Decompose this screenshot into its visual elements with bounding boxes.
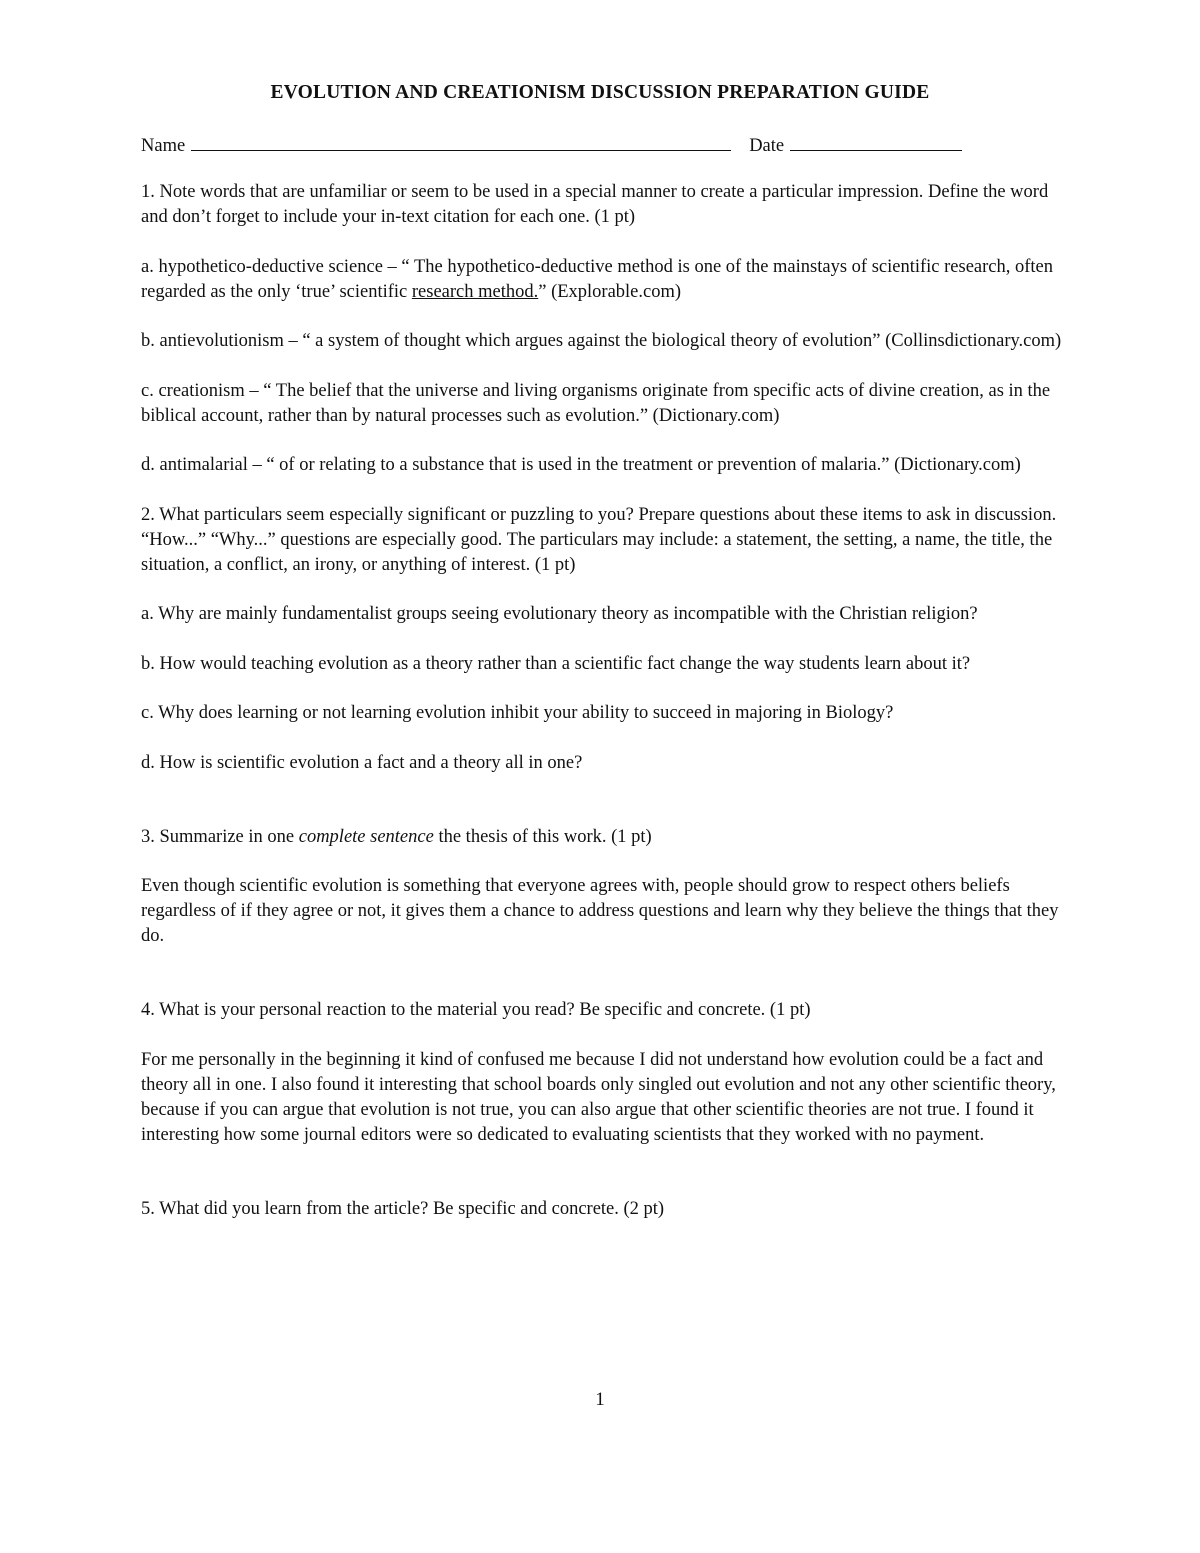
research-method-underline: research method. [411, 281, 539, 302]
question-2-answer-a: a. Why are mainly fundamentalist groups seeing evolutionary theory as incompatible with the Christian religion? [141, 604, 978, 624]
q3-prompt-start: 3. Summarize in one [141, 826, 299, 847]
name-blank-line[interactable] [191, 132, 731, 151]
question-2-answer-c: c. Why does learning or not learning evolution inhibit your ability to succeed in majoring in Biology? [141, 703, 894, 723]
question-1-answer-d: d. antimalarial – “ of or relating to a substance that is used in the treatment or prevention of malaria.” (Dictionary.com) [141, 455, 1021, 475]
document-body [141, 180, 1066, 1246]
question-2-prompt: 2. What particulars seem especially significant or puzzling to you? Prepare questions about these items to ask in discussion. “How...” “Why...” questions are especially good. The particulars may include: a statement, the setting, a name, the title, the situation, a conflict, an irony, or anything of interest. (1 pt) [141, 504, 1057, 575]
q3-prompt-end: the thesis of this work. (1 pt) [433, 826, 652, 847]
date-blank-line[interactable] [790, 132, 962, 151]
question-1-prompt: 1. Note words that are unfamiliar or seem to be used in a special manner to create a particular impression. Define the word and don’t forget to include your in-text citation for each one. (1 pt) [141, 182, 1049, 227]
question-4-answer: For me personally in the beginning it kind of confused me because I did not understand how evolution could be a fact and theory all in one. I also found it interesting that school boards only singled out evolution and not any other scientific theory, because if you can argue that evolution is not true, you can also argue that other scientific theories are not true. I found it interesting how some journal editors were so dedicated to evaluating scientists that they worked with no payment. [141, 1049, 1056, 1145]
question-1-answer-a [141, 255, 1066, 305]
question-3-answer: Even though scientific evolution is something that everyone agrees with, people should grow to respect others beliefs regardless of if they agree or not, it gives them a chance to address questions and learn why they believe the things that they do. [141, 876, 1059, 946]
q3-prompt-emphasis: complete sentence [298, 826, 434, 847]
answer-a-citation: ” (Explorable.com) [538, 281, 682, 302]
name-date-row [141, 132, 962, 157]
question-5-prompt: 5. What did you learn from the article? Be specific and concrete. (2 pt) [141, 1198, 665, 1219]
answer-a-text: a. hypothetico-deductive science – “ The hypothetico-deductive method is one of the mainstays of scientific research, often regarded as the only ‘true’ scientific [141, 256, 1054, 302]
page-number: 1 [595, 1389, 605, 1410]
question-2-answer-b: b. How would teaching evolution as a theory rather than a scientific fact change the way students learn about it? [141, 653, 971, 674]
question-2-answer-d: d. How is scientific evolution a fact and a theory all in one? [141, 752, 583, 773]
question-3-prompt [141, 825, 1066, 850]
date-label: Date [749, 136, 785, 156]
name-label: Name [141, 136, 186, 156]
question-4-prompt: 4. What is your personal reaction to the material you read? Be specific and concrete. (1 pt) [141, 1000, 811, 1020]
document-title: EVOLUTION AND CREATIONISM DISCUSSION PREPARATION GUIDE [270, 82, 930, 103]
question-1-answer-c: c. creationism – “ The belief that the universe and living organisms originate from specific acts of divine creation, as in the biblical account, rather than by natural processes such as evolution.” (Dictionary.com) [141, 380, 1051, 426]
question-1-answer-b: b. antievolutionism – “ a system of thought which argues against the biological theory of evolution” (Collinsdictionary.com) [141, 331, 1062, 351]
